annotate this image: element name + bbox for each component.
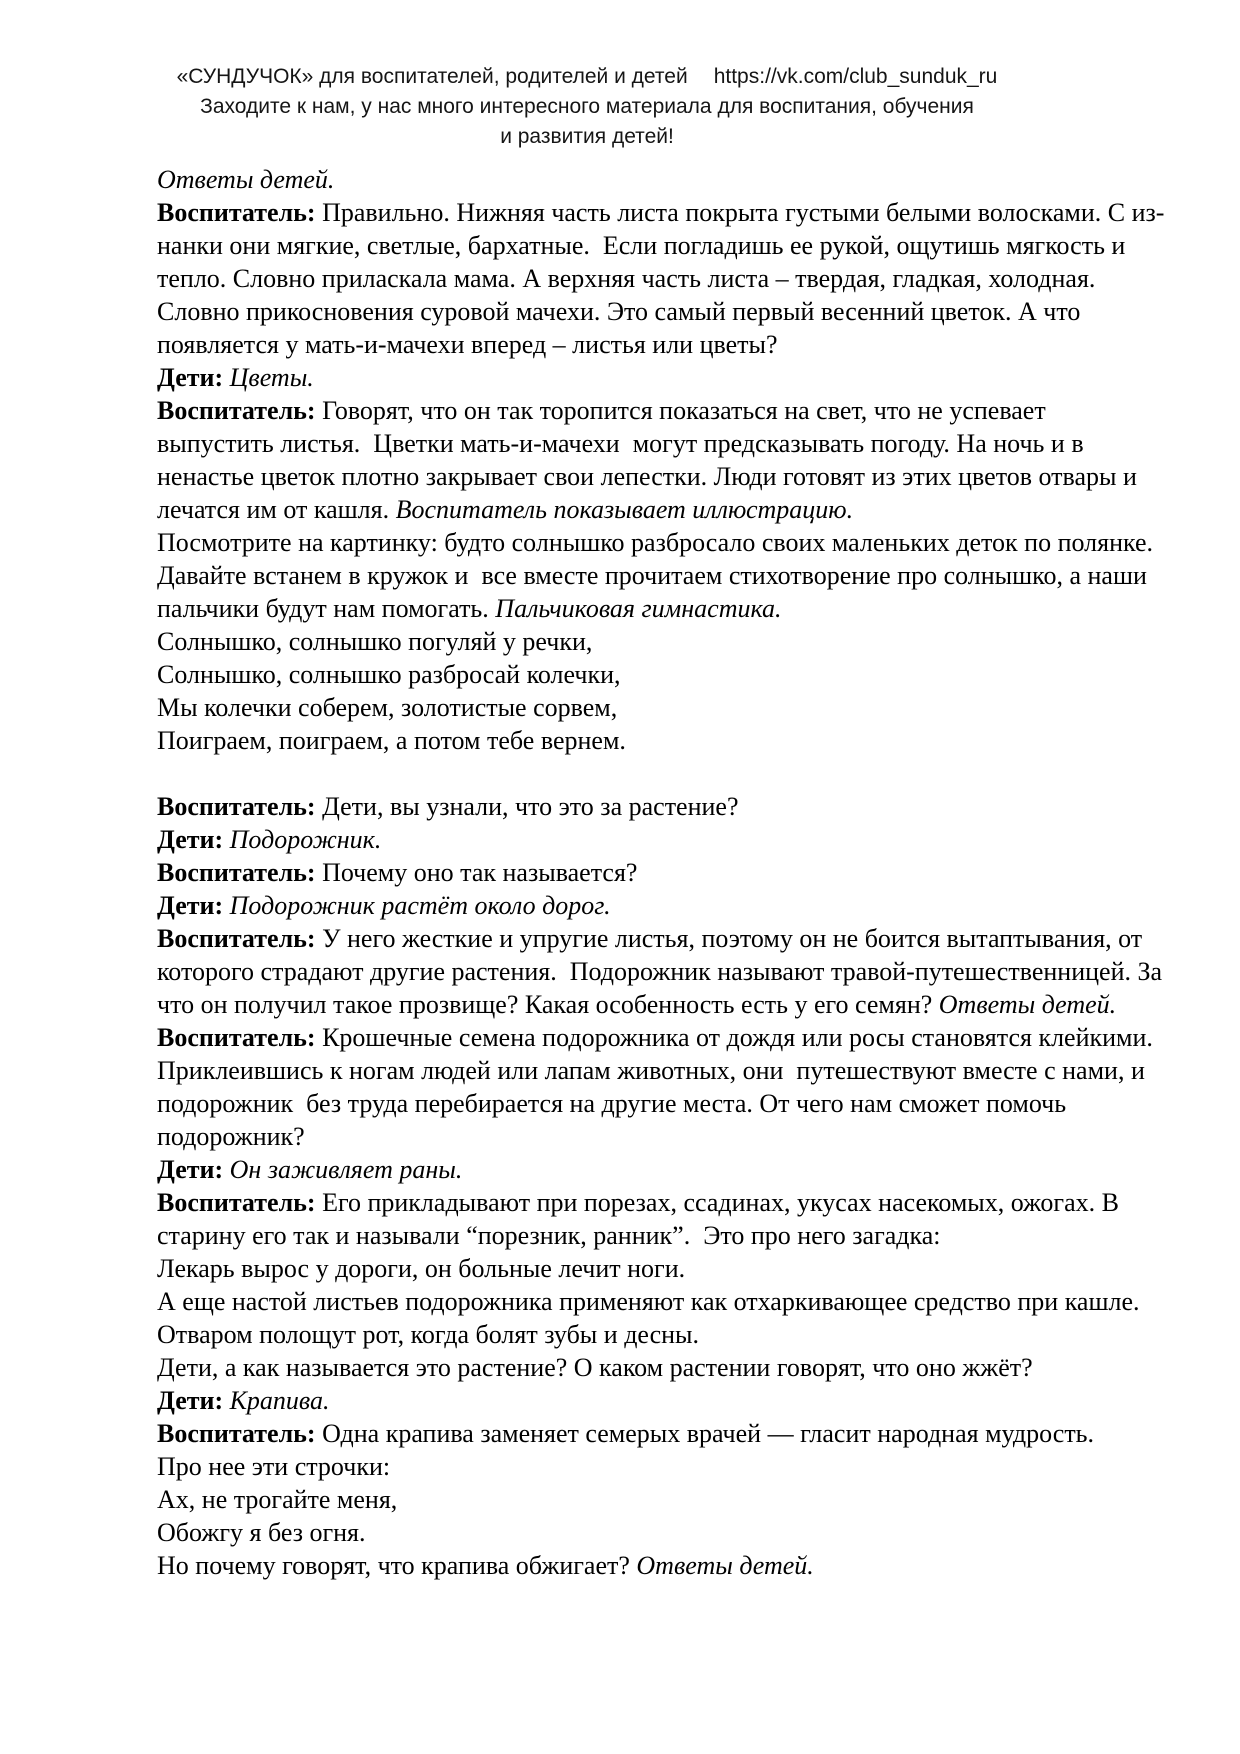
header-line-2: Заходите к нам, у нас много интересного материала для воспитания, обучения [200, 95, 974, 118]
text-line [157, 1120, 1172, 1153]
italic-run: Воспитатель показывает иллюстрацию. [395, 495, 854, 524]
text-run: выпустить листья. Цветки мать-и-мачехи могут предсказывать погоду. На ночь и в [157, 429, 1084, 458]
text-run: У него жесткие и упругие листья, поэтому он не боится вытаптывания, от [315, 924, 1143, 953]
text-run: Солнышко, солнышко разбросай колечки, [157, 660, 621, 689]
speaker-label: Воспитатель: [157, 198, 316, 227]
speaker-label: Дети: [157, 1155, 224, 1184]
text-run: нанки они мягкие, светлые, бархатные. Если погладишь ее рукой, ощутишь мягкость и [157, 231, 1126, 260]
text-line [157, 823, 1172, 856]
speaker-label: Дети: [157, 1386, 224, 1415]
text-run: А еще настой листьев подорожника применяют как отхаркивающее средство при кашле. [157, 1287, 1140, 1316]
text-run: лечатся им от кашля. [157, 495, 396, 524]
text-line [157, 1285, 1172, 1318]
text-run: которого страдают другие растения. Подорожник называют травой-путешественницей. За [157, 957, 1163, 986]
header-line-3: и развития детей! [500, 125, 674, 148]
text-line [157, 262, 1172, 295]
text-line [157, 1384, 1172, 1417]
text-run: Дети, вы узнали, что это за растение? [315, 792, 739, 821]
text-run: появляется у мать-и-мачехи вперед – листья или цветы? [157, 330, 778, 359]
header-url: https://vk.com/club_sunduk_ru [713, 65, 998, 88]
text-run: Но почему говорят, что крапива обжигает? [157, 1551, 637, 1580]
text-run: Его прикладывают при порезах, ссадинах, укусах насекомых, ожогах. В [315, 1188, 1119, 1217]
text-line [157, 1153, 1172, 1186]
speaker-label: Воспитатель: [157, 1419, 316, 1448]
text-run: Про нее эти строчки: [157, 1452, 391, 1481]
text-line [157, 163, 1172, 196]
italic-run: Подорожник. [229, 825, 382, 854]
text-line [157, 361, 1172, 394]
text-run: Словно прикосновения суровой мачехи. Это самый первый весенний цветок. А что [157, 297, 1081, 326]
text-line [157, 1483, 1172, 1516]
text-line [157, 1351, 1172, 1384]
speaker-label: Воспитатель: [157, 1188, 316, 1217]
text-line [157, 427, 1172, 460]
text-line [157, 1252, 1172, 1285]
text-line [157, 625, 1172, 658]
text-run: тепло. Словно приласкала мама. А верхняя часть листа – твердая, гладкая, холодная. [157, 264, 1096, 293]
text-run: Солнышко, солнышко погуляй у речки, [157, 627, 593, 656]
text-run: подорожник? [157, 1122, 305, 1151]
text-line [157, 592, 1172, 625]
italic-run: Крапива. [229, 1386, 330, 1415]
text-run: пальчики будут нам помогать. [157, 594, 496, 623]
text-line [157, 526, 1172, 559]
text-line [157, 1450, 1172, 1483]
text-line [157, 955, 1172, 988]
text-line [157, 1549, 1172, 1582]
text-line [157, 988, 1172, 1021]
text-line [157, 229, 1172, 262]
text-run: Крошечные семена подорожника от дождя или росы становятся клейкими. [315, 1023, 1153, 1052]
document-body [157, 163, 1172, 1582]
text-line [157, 559, 1172, 592]
text-line [157, 196, 1172, 229]
text-line [157, 922, 1172, 955]
text-line [157, 1054, 1172, 1087]
speaker-label: Воспитатель: [157, 924, 316, 953]
blank-line [157, 757, 1172, 790]
text-run: Лекарь вырос у дороги, он больные лечит ноги. [157, 1254, 686, 1283]
text-line [157, 724, 1172, 757]
text-line [157, 1186, 1172, 1219]
text-line [157, 1021, 1172, 1054]
italic-run: Цветы. [229, 363, 314, 392]
text-run: Обожгу я без огня. [157, 1518, 366, 1547]
text-line [157, 493, 1172, 526]
text-line [157, 691, 1172, 724]
italic-run: Пальчиковая гимнастика. [495, 594, 782, 623]
text-run: Почему оно так называется? [315, 858, 638, 887]
text-run: Одна крапива заменяет семерых врачей — гласит народная мудрость. [315, 1419, 1095, 1448]
italic-run: Ответы детей. [157, 165, 335, 194]
italic-run: Подорожник растёт около дорог. [229, 891, 611, 920]
text-line [157, 1087, 1172, 1120]
text-run: Давайте встанем в кружок и все вместе прочитаем стихотворение про солнышко, а наши [157, 561, 1147, 590]
italic-run: Ответы детей. [636, 1551, 814, 1580]
text-run: подорожник без труда перебирается на другие места. От чего нам сможет помочь [157, 1089, 1067, 1118]
text-run: что он получил такое прозвище? Какая особенность есть у его семян? [157, 990, 939, 1019]
text-line [157, 460, 1172, 493]
text-run: старину его так и называли “порезник, ранник”. Это про него загадка: [157, 1221, 941, 1250]
text-line [157, 295, 1172, 328]
text-line [157, 889, 1172, 922]
speaker-label: Воспитатель: [157, 1023, 316, 1052]
speaker-label: Воспитатель: [157, 858, 316, 887]
text-line [157, 1516, 1172, 1549]
speaker-label: Дети: [157, 825, 224, 854]
text-line [157, 1219, 1172, 1252]
text-run: Посмотрите на картинку: будто солнышко разбросало своих маленьких деток по полянке. [157, 528, 1154, 557]
text-line [157, 394, 1172, 427]
header-title: «СУНДУЧОК» для воспитателей, родителей и детей [176, 65, 688, 88]
text-line [157, 790, 1172, 823]
text-run: Поиграем, поиграем, а потом тебе вернем. [157, 726, 626, 755]
text-line [157, 658, 1172, 691]
speaker-label: Воспитатель: [157, 396, 316, 425]
speaker-label: Дети: [157, 363, 224, 392]
text-run: Говорят, что он так торопится показаться на свет, что не успевает [315, 396, 1046, 425]
text-run: Дети, а как называется это растение? О каком растении говорят, что оно жжёт? [157, 1353, 1033, 1382]
text-line [157, 1318, 1172, 1351]
text-run: Отваром полощут рот, когда болят зубы и десны. [157, 1320, 700, 1349]
header-line-1 [157, 62, 1017, 92]
speaker-label: Воспитатель: [157, 792, 316, 821]
text-line [157, 1417, 1172, 1450]
speaker-label: Дети: [157, 891, 224, 920]
page-header [157, 62, 1017, 152]
italic-run: Он заживляет раны. [229, 1155, 463, 1184]
text-line [157, 328, 1172, 361]
text-run: Приклеившись к ногам людей или лапам животных, они путешествуют вместе с нами, и [157, 1056, 1145, 1085]
text-run: Правильно. Нижняя часть листа покрыта густыми белыми волосками. С из- [315, 198, 1165, 227]
text-run: Мы колечки соберем, золотистые сорвем, [157, 693, 618, 722]
text-line [157, 856, 1172, 889]
text-run: Ах, не трогайте меня, [157, 1485, 398, 1514]
italic-run: Ответы детей. [938, 990, 1117, 1019]
text-run: ненастье цветок плотно закрывает свои лепестки. Люди готовят из этих цветов отвары и [157, 462, 1137, 491]
